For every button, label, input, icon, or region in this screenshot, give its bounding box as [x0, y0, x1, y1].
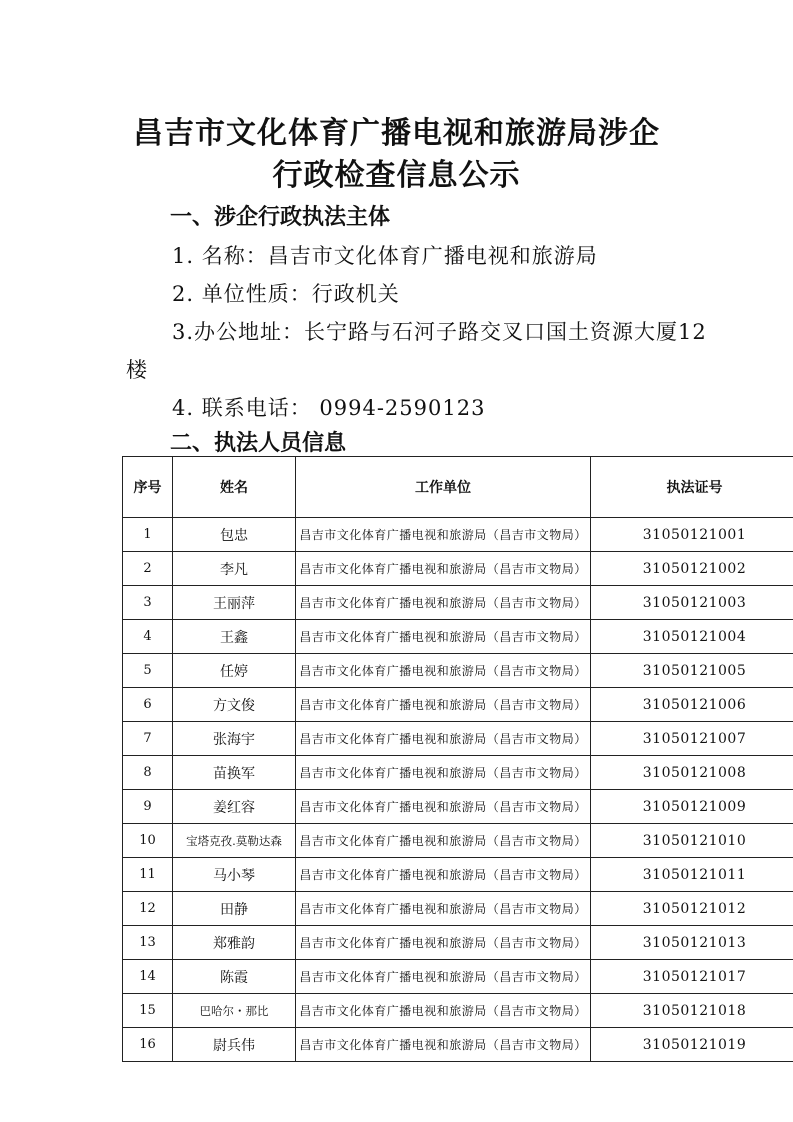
staff-name: 姜红容	[173, 790, 296, 824]
table-row	[123, 994, 793, 1028]
certificate-number: 31050121012	[591, 892, 793, 926]
table-body	[123, 518, 793, 1062]
certificate-number: 31050121011	[591, 858, 793, 892]
staff-name: 巴哈尔・那比	[173, 994, 296, 1028]
work-unit: 昌吉市文化体育广播电视和旅游局（昌吉市文物局）	[296, 756, 591, 790]
row-number: 12	[123, 892, 173, 926]
staff-name: 李凡	[173, 552, 296, 586]
staff-name: 陈霞	[173, 960, 296, 994]
table-row	[123, 892, 793, 926]
certificate-number: 31050121003	[591, 586, 793, 620]
table-row	[123, 518, 793, 552]
table-row	[123, 790, 793, 824]
staff-name: 尉兵伟	[173, 1028, 296, 1062]
staff-name: 宝塔克孜.莫勒达森	[173, 824, 296, 858]
table-row	[123, 960, 793, 994]
staff-name: 王丽萍	[173, 586, 296, 620]
work-unit: 昌吉市文化体育广播电视和旅游局（昌吉市文物局）	[296, 1028, 591, 1062]
row-number: 8	[123, 756, 173, 790]
table-row	[123, 722, 793, 756]
office-address: 3.办公地址：长宁路与石河子路交叉口国土资源大厦12	[172, 320, 707, 344]
work-unit: 昌吉市文化体育广播电视和旅游局（昌吉市文物局）	[296, 824, 591, 858]
row-number: 7	[123, 722, 173, 756]
certificate-number: 31050121008	[591, 756, 793, 790]
row-number: 11	[123, 858, 173, 892]
row-number: 16	[123, 1028, 173, 1062]
certificate-number: 31050121001	[591, 518, 793, 552]
row-number: 15	[123, 994, 173, 1028]
certificate-number: 31050121019	[591, 1028, 793, 1062]
table-row	[123, 756, 793, 790]
table-row	[123, 824, 793, 858]
staff-name: 任婷	[173, 654, 296, 688]
certificate-number: 31050121009	[591, 790, 793, 824]
certificate-number: 31050121006	[591, 688, 793, 722]
table-row	[123, 552, 793, 586]
contact-phone: 4. 联系电话： 0994-2590123	[172, 396, 486, 420]
table-row	[123, 858, 793, 892]
certificate-number: 31050121017	[591, 960, 793, 994]
certificate-number: 31050121004	[591, 620, 793, 654]
document-title-line2: 行政检查信息公示	[272, 158, 521, 193]
staff-name: 田静	[173, 892, 296, 926]
row-number: 13	[123, 926, 173, 960]
table-row	[123, 688, 793, 722]
work-unit: 昌吉市文化体育广播电视和旅游局（昌吉市文物局）	[296, 960, 591, 994]
row-number: 6	[123, 688, 173, 722]
row-number: 5	[123, 654, 173, 688]
work-unit: 昌吉市文化体育广播电视和旅游局（昌吉市文物局）	[296, 552, 591, 586]
staff-name: 苗换军	[173, 756, 296, 790]
certificate-number: 31050121018	[591, 994, 793, 1028]
office-address-continued: 楼	[126, 358, 148, 382]
certificate-number: 31050121007	[591, 722, 793, 756]
certificate-number: 31050121010	[591, 824, 793, 858]
staff-name: 王鑫	[173, 620, 296, 654]
work-unit: 昌吉市文化体育广播电视和旅游局（昌吉市文物局）	[296, 790, 591, 824]
work-unit: 昌吉市文化体育广播电视和旅游局（昌吉市文物局）	[296, 654, 591, 688]
table-row	[123, 654, 793, 688]
staff-name: 郑雅韵	[173, 926, 296, 960]
staff-name: 马小琴	[173, 858, 296, 892]
table-row	[123, 586, 793, 620]
table-row	[123, 620, 793, 654]
staff-name: 张海宇	[173, 722, 296, 756]
section1-heading: 一、涉企行政执法主体	[170, 205, 391, 230]
row-number: 2	[123, 552, 173, 586]
work-unit: 昌吉市文化体育广播电视和旅游局（昌吉市文物局）	[296, 926, 591, 960]
row-number: 4	[123, 620, 173, 654]
certificate-number: 31050121013	[591, 926, 793, 960]
work-unit: 昌吉市文化体育广播电视和旅游局（昌吉市文物局）	[296, 620, 591, 654]
header-name: 姓名	[173, 457, 296, 518]
row-number: 10	[123, 824, 173, 858]
staff-name: 方文俊	[173, 688, 296, 722]
header-cert: 执法证号	[591, 457, 793, 518]
certificate-number: 31050121002	[591, 552, 793, 586]
staff-name: 包忠	[173, 518, 296, 552]
table-row	[123, 1028, 793, 1062]
work-unit: 昌吉市文化体育广播电视和旅游局（昌吉市文物局）	[296, 688, 591, 722]
work-unit: 昌吉市文化体育广播电视和旅游局（昌吉市文物局）	[296, 586, 591, 620]
work-unit: 昌吉市文化体育广播电视和旅游局（昌吉市文物局）	[296, 722, 591, 756]
row-number: 14	[123, 960, 173, 994]
work-unit: 昌吉市文化体育广播电视和旅游局（昌吉市文物局）	[296, 518, 591, 552]
work-unit: 昌吉市文化体育广播电视和旅游局（昌吉市文物局）	[296, 994, 591, 1028]
entity-name: 1. 名称：昌吉市文化体育广播电视和旅游局	[172, 244, 598, 268]
enforcement-staff-table	[122, 456, 793, 1062]
document-title-line1: 昌吉市文化体育广播电视和旅游局涉企	[133, 116, 660, 151]
table-row	[123, 926, 793, 960]
entity-nature: 2. 单位性质：行政机关	[172, 282, 400, 306]
row-number: 9	[123, 790, 173, 824]
row-number: 3	[123, 586, 173, 620]
table-header-row	[123, 457, 793, 518]
section2-heading: 二、执法人员信息	[170, 431, 347, 456]
work-unit: 昌吉市文化体育广播电视和旅游局（昌吉市文物局）	[296, 892, 591, 926]
row-number: 1	[123, 518, 173, 552]
work-unit: 昌吉市文化体育广播电视和旅游局（昌吉市文物局）	[296, 858, 591, 892]
certificate-number: 31050121005	[591, 654, 793, 688]
header-no: 序号	[123, 457, 173, 518]
header-unit: 工作单位	[296, 457, 591, 518]
